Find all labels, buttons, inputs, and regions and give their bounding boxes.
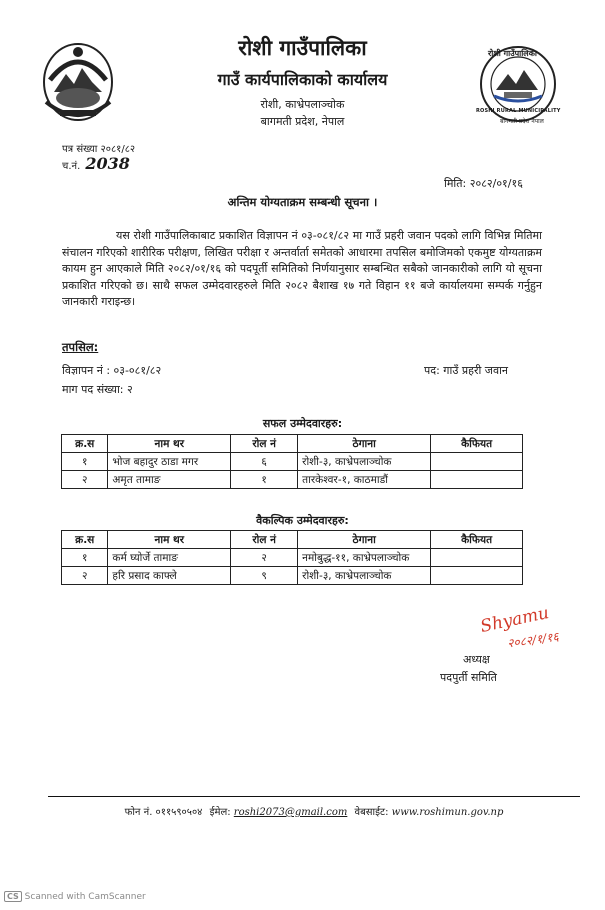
- cell-remarks: [431, 471, 523, 489]
- cell-sn: २: [62, 471, 108, 489]
- col-name: नाम थर: [108, 531, 231, 549]
- notice-date: मिति: २०८२/०१/१६: [444, 177, 523, 190]
- col-remarks: कैफियत: [431, 531, 523, 549]
- notice-subject: अन्तिम योग्यताक्रम सम्बन्धी सूचना ।: [227, 195, 378, 209]
- col-sn: क्र.स: [62, 435, 108, 453]
- logo-right-bottom-text: ROSHI RURAL MUNICIPALITY: [476, 108, 561, 114]
- successful-heading: सफल उम्मेदवारहरु:: [262, 417, 343, 430]
- cell-name: भोज बहादुर ठाडा मगर: [108, 453, 231, 471]
- table-row: [62, 549, 523, 567]
- cell-sn: १: [62, 453, 108, 471]
- scanner-watermark: [4, 891, 146, 902]
- cell-remarks: [431, 567, 523, 585]
- table-row: [62, 471, 523, 489]
- cell-address: रोशी-३, काभ्रेपलाञ्चोक: [298, 567, 431, 585]
- signatory-committee: पदपुर्ती समिति: [440, 671, 497, 684]
- col-sn: क्र.स: [62, 531, 108, 549]
- cell-roll: ६: [231, 453, 298, 471]
- dispatch-number-row: [62, 154, 130, 173]
- col-name: नाम थर: [108, 435, 231, 453]
- watermark-text: Scanned with CamScanner: [24, 892, 146, 902]
- cell-name: हरि प्रसाद काफ्ले: [108, 567, 231, 585]
- camscanner-icon: CS: [4, 891, 22, 902]
- footer-website[interactable]: www.roshimun.gov.np: [391, 807, 504, 818]
- table-header-row: [62, 531, 523, 549]
- footer-contact: [48, 804, 580, 818]
- cell-sn: १: [62, 549, 108, 567]
- signature-scribble: Shyamu: [478, 603, 551, 637]
- signatory-role: अध्यक्ष: [463, 653, 490, 666]
- logo-right-sub-text: बागमती प्रदेश नेपाल: [500, 118, 544, 125]
- col-address: ठेगाना: [298, 435, 431, 453]
- letter-number: पत्र संख्या २०८१/८२: [62, 144, 136, 155]
- cell-remarks: [431, 549, 523, 567]
- col-remarks: कैफियत: [431, 435, 523, 453]
- notice-body: यस रोशी गाउँपालिकाबाट प्रकाशित विज्ञापन नं ०३-०८१/८२ मा गाउँ प्रहरी जवान पदको लागि विभिन्न मितिमा संचालन गरिएको शारीरिक परीक्षण, लिखित परीक्षा र अन्तर्वार्ता समेतको आधारमा तपसिल बमोजिमको एकमुष्ट योग्यताक्रम कायम हुन आएकाले मिति २०८२/०१/१६ को पदपूर्ती समितिको निर्णयानुसार सम्बन्धित सबैको जानकारीको लागि यो सूचना प्रकाशित गरिएको छ। साथै सफल उम्मेदवारहरुले मिति २०८२ बैशाख १७ गते विहान ११ बजे कार्यालयमा सम्पर्क गर्नुहुन जानकारी गराइन्छ।: [62, 229, 542, 309]
- signature-date: २०८२/१/१६: [506, 629, 560, 651]
- alternate-table: [61, 530, 523, 585]
- nepal-emblem-logo: [40, 40, 116, 122]
- cell-remarks: [431, 453, 523, 471]
- cell-roll: २: [231, 549, 298, 567]
- cell-roll: ९: [231, 567, 298, 585]
- footer-divider: [48, 796, 580, 797]
- footer-email[interactable]: roshi2073@gmail.com: [233, 807, 348, 818]
- cell-address: नमोबुद्ध-११, काभ्रेपलाञ्चोक: [298, 549, 431, 567]
- logo-right-top-text: रोशी गाउँपालिका: [488, 49, 537, 58]
- table-row: [62, 453, 523, 471]
- table-row: [62, 567, 523, 585]
- cell-name: कर्म घ्योर्जे तामाङ: [108, 549, 231, 567]
- office-address: रोशी, काभ्रेपलाञ्चोक: [260, 98, 345, 111]
- office-title: गाउँ कार्यपालिकाको कार्यालय: [217, 70, 388, 89]
- cell-sn: २: [62, 567, 108, 585]
- alternate-heading: वैकल्पिक उम्मेदवारहरु:: [256, 514, 349, 527]
- successful-table: [61, 434, 523, 489]
- table-header-row: [62, 435, 523, 453]
- cell-name: अमृत तामाङ: [108, 471, 231, 489]
- cell-address: रोशी-३, काभ्रेपलाञ्चोक: [298, 453, 431, 471]
- footer-email-label: ईमेल:: [209, 807, 231, 818]
- cell-address: तारकेश्वर-१, काठमाडौं: [298, 471, 431, 489]
- seat-count: माग पद संख्या: २: [62, 383, 133, 396]
- dispatch-label: च.नं.: [62, 161, 81, 172]
- post-name: पद: गाउँ प्रहरी जवान: [424, 364, 509, 377]
- col-roll: रोल नं: [231, 531, 298, 549]
- footer-phone: फोन नं. ०११५९०५०४: [124, 807, 203, 818]
- col-roll: रोल नं: [231, 435, 298, 453]
- advert-number: विज्ञापन नं : ०३-०८१/८२: [62, 364, 162, 377]
- dispatch-number: 2038: [85, 154, 130, 173]
- footer-website-label: वेबसाईट:: [354, 807, 389, 818]
- details-heading: तपसिल:: [62, 340, 99, 354]
- col-address: ठेगाना: [298, 531, 431, 549]
- municipality-title: रोशी गाउँपालिका: [238, 35, 367, 60]
- office-province: बागमती प्रदेश, नेपाल: [260, 115, 345, 128]
- cell-roll: १: [231, 471, 298, 489]
